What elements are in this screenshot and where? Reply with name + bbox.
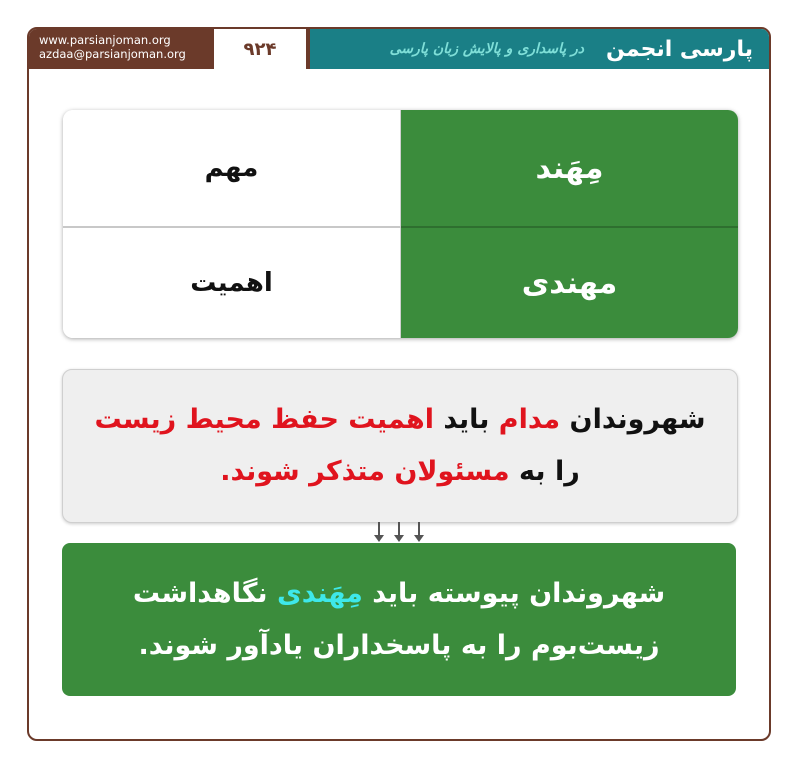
contact-info [29,29,214,69]
word-table [63,110,738,338]
persian-word-2: مهندی [401,228,738,338]
highlight-word: مدام [498,404,561,435]
down-arrows [374,522,424,544]
sentence-part: شهروندان پیوسته باید [362,577,666,609]
email-text: azdaa@parsianjoman.org [39,47,186,61]
sentence-part: شهروندان [560,404,706,435]
arabic-word-1: مهم [63,110,401,228]
arabic-word-2: اهمیت [63,228,401,338]
website-text: www.parsianjoman.org [39,33,171,47]
sentence-part: نگاهداشت [132,577,277,609]
brand-tagline: در پاسداری و پالایش زبان پارسی [389,41,585,57]
sentence-part: را به [509,456,580,487]
corrected-sentence-line-2 [138,620,659,672]
brand-banner [310,29,769,69]
arrow-down-icon [414,522,424,544]
highlight-word: مسئولان متذکر شوند. [220,456,510,487]
wrong-sentence-box [62,369,738,523]
highlight-word: اهمیت حفظ محیط زیست [94,404,434,435]
wrong-sentence-line-1 [94,394,705,446]
highlight-word: مِهَندی [276,577,363,609]
arrow-down-icon [374,522,384,544]
post-number: ۹۲۴ [214,29,310,69]
sentence-part: زیست‌بوم را به پاسخداران یادآور شوند. [138,629,660,661]
corrected-sentence-box [62,543,736,696]
sentence-part: باید [433,404,499,435]
header-bar [29,29,769,69]
corrected-sentence-line-1 [133,568,665,620]
persian-word-1: مِهَند [401,110,738,228]
brand-logo: پارسی انجمن [606,36,753,62]
wrong-sentence-line-2 [220,446,580,498]
arrow-down-icon [394,522,404,544]
